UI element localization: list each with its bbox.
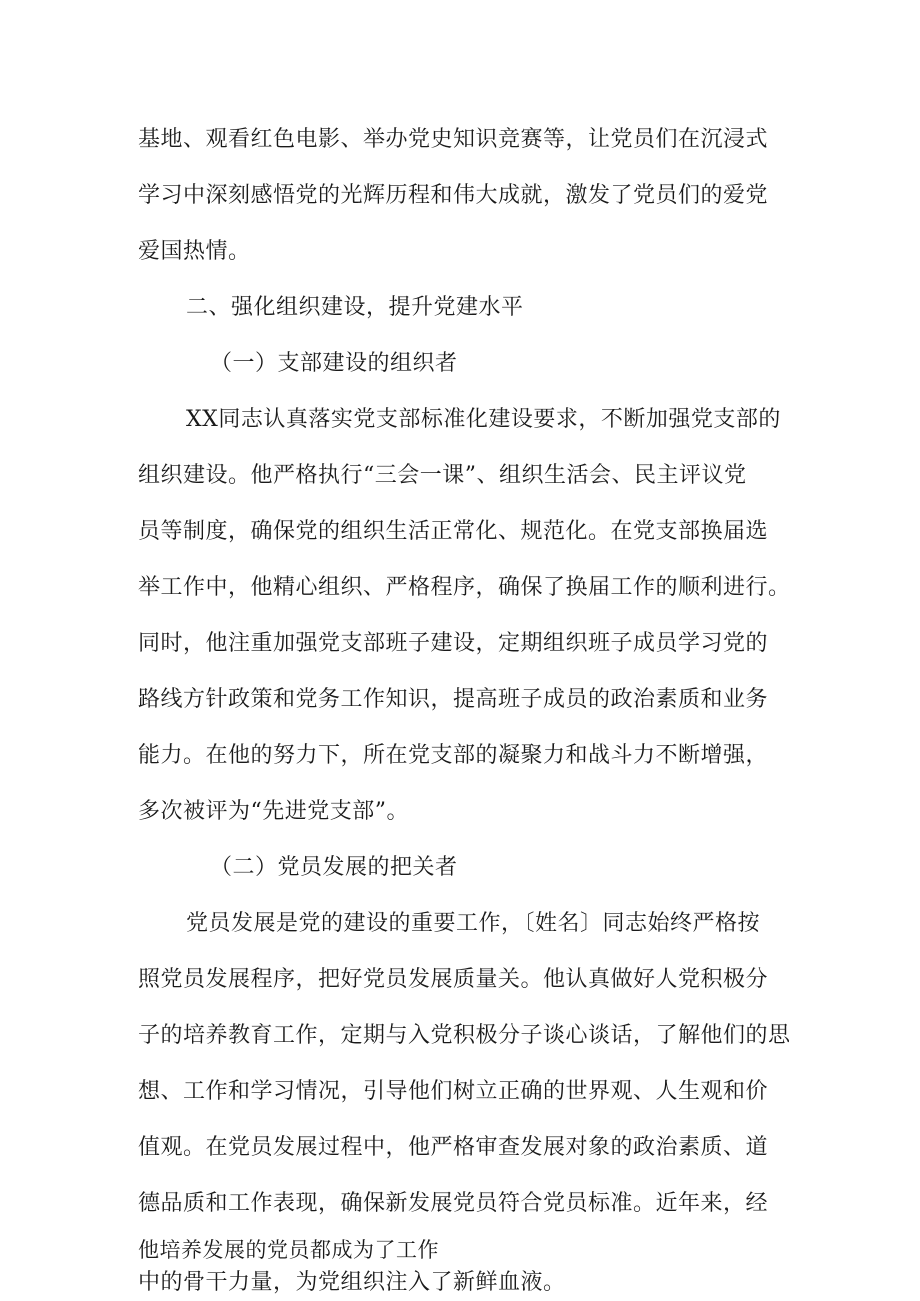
- subsection-heading: （一）支部建设的组织者: [210, 351, 458, 376]
- paragraph-line: XX同志认真落实党支部标准化建设要求，不断加强党支部的: [186, 407, 781, 432]
- section-heading: 二、强化组织建设，提升党建水平: [186, 295, 524, 320]
- paragraph-line: 想、工作和学习情况，引导他们树立正确的世界观、人生观和价: [138, 1079, 769, 1104]
- paragraph-line: 德品质和工作表现，确保新发展党员符合党员标准。近年来，经: [138, 1191, 769, 1216]
- paragraph-line: 爱国热情。: [138, 239, 251, 264]
- paragraph-line: 多次被评为“先进党支部”。: [138, 799, 409, 824]
- paragraph-line: 举工作中，他精心组织、严格程序，确保了换届工作的顺利进行。: [138, 575, 791, 600]
- paragraph-line: 学习中深刻感悟党的光辉历程和伟大成就，激发了党员们的爱党: [138, 183, 769, 208]
- paragraph-line: 中的骨干力量，为党组织注入了新鲜血液。: [138, 1270, 566, 1295]
- paragraph-line: 同时，他注重加强党支部班子建设，定期组织班子成员学习党的: [138, 631, 769, 656]
- paragraph-line: 子的培养教育工作，定期与入党积极分子谈心谈话，了解他们的思: [138, 1023, 791, 1048]
- paragraph-line: 他培养发展的党员都成为了工作: [138, 1238, 439, 1262]
- paragraph-line: 照党员发展程序，把好党员发展质量关。他认真做好人党积极分: [138, 967, 769, 992]
- paragraph-line: 能力。在他的努力下，所在党支部的凝聚力和战斗力不断增强，: [138, 743, 769, 768]
- paragraph-line: 路线方针政策和党务工作知识，提高班子成员的政治素质和业务: [138, 687, 769, 712]
- subsection-heading: （二）党员发展的把关者: [210, 855, 458, 880]
- paragraph-line: 党员发展是党的建设的重要工作，〔姓名〕同志始终严格按: [186, 911, 761, 936]
- paragraph-line: 基地、观看红色电影、举办党史知识竞赛等，让党员们在沉浸式: [138, 127, 769, 152]
- paragraph-line: 员等制度，确保党的组织生活正常化、规范化。在党支部换届选: [138, 519, 769, 544]
- paragraph-line: 组织建设。他严格执行“三会一课”、组织生活会、民主评议党: [138, 463, 747, 488]
- paragraph-line: 值观。在党员发展过程中，他严格审查发展对象的政治素质、道: [138, 1135, 769, 1160]
